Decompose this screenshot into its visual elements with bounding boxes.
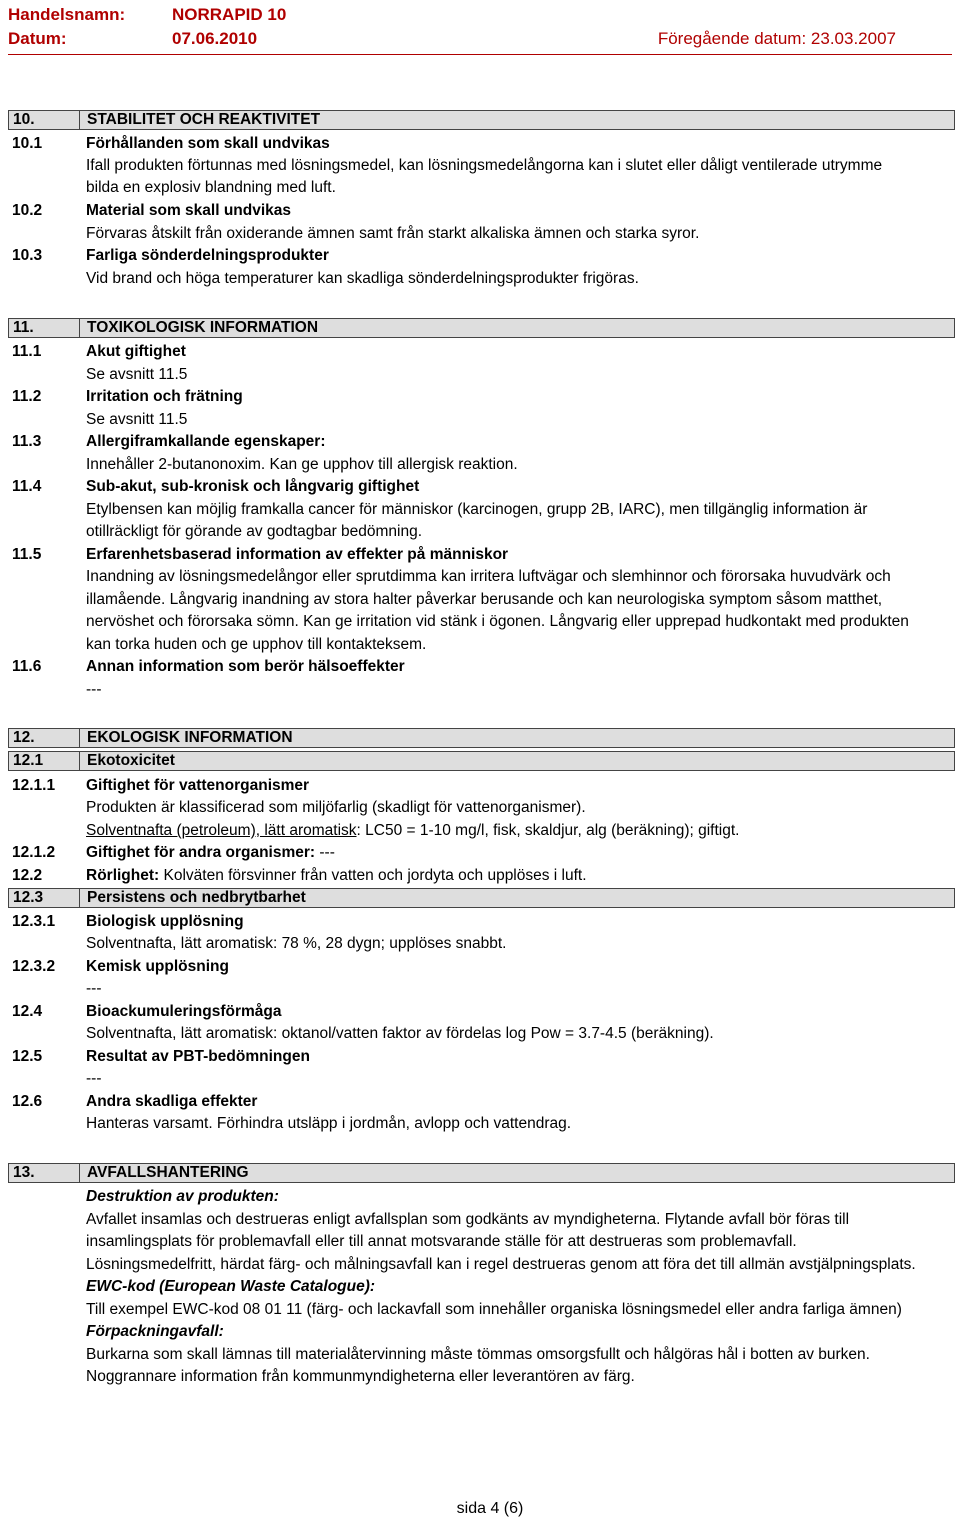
page-number: sida 4 (6): [456, 1500, 524, 1517]
body-text: Ifall produkten förtunnas med lösningsmedel, kan lösningsmedelångorna kan i slutet eller dåligt ventilerade utrymme: [86, 157, 883, 174]
body-text: ---: [315, 844, 335, 861]
body-text: Inandning av lösningsmedelångor eller sprutdimma kan irritera luftvägar och slemhinnor och förorsaka huvudvärk och: [86, 568, 891, 585]
subsection-number: 12.2: [12, 867, 43, 884]
section-number: 10.: [13, 111, 35, 128]
subsection-title: Annan information som berör hälsoeffekter: [86, 658, 405, 675]
subsection-number: 12.3.2: [12, 958, 56, 975]
subheading-packaging: Förpackningavfall:: [86, 1323, 224, 1340]
subsection-number: 11.2: [12, 388, 42, 405]
subsection-title: Bioackumuleringsförmåga: [86, 1003, 282, 1020]
trade-name-label: Handelsnamn:: [8, 5, 126, 24]
subsection-number: 10.2: [12, 202, 43, 219]
body-text: Till exempel EWC-kod 08 01 11 (färg- och lackavfall som innehåller organiska lösningsmedel eller andra farliga ämnen): [86, 1301, 902, 1318]
subsection-number: 12.3: [13, 889, 44, 906]
subsection-number: 11.6: [12, 658, 42, 675]
subsection-title: Andra skadliga effekter: [86, 1093, 258, 1110]
section-title: AVFALLSHANTERING: [87, 1164, 249, 1181]
subsection-number: 11.3: [12, 433, 42, 450]
body-text: nervöshet och förorsaka sömn. Kan ge irritation vid stänk i ögonen. Långvarig eller upprepad hudkontakt med produkten: [86, 613, 909, 630]
section-title: EKOLOGISK INFORMATION: [87, 729, 293, 746]
subsection-title: Rörlighet:: [86, 867, 160, 884]
subsection-number: 12.6: [12, 1093, 43, 1110]
subheading-destruction: Destruktion av produkten:: [86, 1188, 279, 1205]
subsection-number: 11.5: [12, 546, 42, 563]
date-label: Datum:: [8, 29, 67, 48]
body-text: Lösningsmedelfritt, härdat färg- och målningsavfall kan i regel destrueras genom att föra det till allmän avstjälpningsplats.: [86, 1256, 916, 1273]
subsection-title: Erfarenhetsbaserad information av effekter på människor: [86, 546, 509, 563]
bar-divider: [79, 1163, 80, 1183]
subsection-title: Akut giftighet: [86, 343, 186, 360]
subsection-title: Sub-akut, sub-kronisk och långvarig giftighet: [86, 478, 420, 495]
body-text: Solventnafta, lätt aromatisk: oktanol/vatten faktor av fördelas log Pow = 3.7-4.5 (beräkning).: [86, 1025, 714, 1042]
section-number: 11.: [13, 319, 34, 336]
subsection-title: Giftighet för vattenorganismer: [86, 777, 310, 794]
body-text: Produkten är klassificerad som miljöfarlig (skadligt för vattenorganismer).: [86, 799, 586, 816]
subsection-number: 12.5: [12, 1048, 43, 1065]
document-header: [8, 4, 952, 50]
subsection-12-3-bar: [8, 888, 955, 908]
body-text: Se avsnitt 11.5: [86, 411, 188, 428]
subsection-number: 11.4: [12, 478, 42, 495]
body-text: Burkarna som skall lämnas till materialåtervinning måste tömmas omsorgsfullt och hålgöras hål i botten av burken.: [86, 1346, 870, 1363]
subsection-title: Persistens och nedbrytbarhet: [87, 889, 306, 906]
substance-name: Solventnafta (petroleum), lätt aromatisk: [86, 822, 357, 839]
date-value: 07.06.2010: [172, 29, 258, 48]
body-text: Förvaras åtskilt från oxiderande ämnen samt från starkt alkaliska ämnen och starka syror.: [86, 225, 700, 242]
section-title: TOXIKOLOGISK INFORMATION: [87, 319, 319, 336]
bar-divider: [79, 751, 80, 771]
body-text: kan torka huden och ge upphov till kontakteksem.: [86, 636, 427, 653]
body-text: Noggrannare information från kommunmyndigheterna eller leverantören av färg.: [86, 1368, 635, 1385]
body-text: insamlingsplats för problemavfall eller till annat motsvarande ställe för att destrueras som problemavfall.: [86, 1233, 797, 1250]
lc50-value: : LC50 = 1-10 mg/l, fisk, skaldjur, alg (beräkning); giftigt.: [356, 822, 740, 839]
subsection-number: 12.3.1: [12, 913, 56, 930]
subsection-number: 12.4: [12, 1003, 43, 1020]
subsection-title: Irritation och frätning: [86, 388, 243, 405]
subsection-number: 10.3: [12, 247, 43, 264]
header-divider: [8, 54, 952, 55]
subsection-number: 10.1: [12, 135, 43, 152]
bar-divider: [79, 728, 80, 748]
body-text: bilda en explosiv blandning med luft.: [86, 179, 336, 196]
section-13-title-bar: [8, 1163, 955, 1183]
body-text: ---: [86, 980, 102, 997]
previous-date: Föregående datum: 23.03.2007: [657, 29, 896, 48]
bar-divider: [79, 318, 80, 338]
subsection-number: 11.1: [12, 343, 42, 360]
bar-divider: [79, 888, 80, 908]
body-text: Etylbensen kan möjlig framkalla cancer för människor (karcinogen, grupp 2B, IARC), men tillgänglig information är: [86, 501, 868, 518]
body-text: Vid brand och höga temperaturer kan skadliga sönderdelningsprodukter frigöras.: [86, 270, 639, 287]
body-text: Innehåller 2-butanonoxim. Kan ge upphov till allergisk reaktion.: [86, 456, 518, 473]
subsection-title: Förhållanden som skall undvikas: [86, 135, 330, 152]
body-text: ---: [86, 681, 102, 698]
subsection-title: Allergiframkallande egenskaper:: [86, 433, 326, 450]
subsection-title: Biologisk upplösning: [86, 913, 244, 930]
body-text: otillräckligt för görande av godtagbar bedömning.: [86, 523, 423, 540]
section-10-title-bar: [8, 110, 955, 130]
section-title: STABILITET OCH REAKTIVITET: [87, 111, 321, 128]
body-text: Solventnafta, lätt aromatisk: 78 %, 28 dygn; upplöses snabbt.: [86, 935, 507, 952]
subsection-12-1-bar: [8, 751, 955, 771]
subsection-number: 12.1.1: [12, 777, 56, 794]
bar-divider: [79, 110, 80, 130]
subsection-title: Resultat av PBT-bedömningen: [86, 1048, 310, 1065]
subsection-title: Kemisk upplösning: [86, 958, 229, 975]
body-text: illamående. Långvarig inandning av stora halter påverkar berusande och kan neurologiska symptom såsom matthet,: [86, 591, 883, 608]
subsection-title: Ekotoxicitet: [87, 752, 175, 769]
subsection-number: 12.1.2: [12, 844, 56, 861]
section-number: 13.: [13, 1164, 35, 1181]
subsection-title: Giftighet för andra organismer:: [86, 844, 316, 861]
body-text: [86, 820, 948, 843]
subsection-title: Farliga sönderdelningsprodukter: [86, 247, 329, 264]
body-text: Se avsnitt 11.5: [86, 366, 188, 383]
body-text: Avfallet insamlas och destrueras enligt avfallsplan som godkänts av myndigheterna. Flytande avfall bör föras till: [86, 1211, 850, 1228]
section-12-title-bar: [8, 728, 955, 748]
subsection-title: Material som skall undvikas: [86, 202, 292, 219]
subheading-ewc: EWC-kod (European Waste Catalogue):: [86, 1278, 376, 1295]
subsection-number: 12.1: [13, 752, 44, 769]
section-11-title-bar: [8, 318, 955, 338]
body-text: ---: [86, 1070, 102, 1087]
body-text: Hanteras varsamt. Förhindra utsläpp i jordmån, avlopp och vattendrag.: [86, 1115, 572, 1132]
body-text: Kolväten försvinner från vatten och jordyta och upplöses i luft.: [159, 867, 587, 884]
section-number: 12.: [13, 729, 35, 746]
trade-name-value: NORRAPID 10: [172, 5, 287, 24]
